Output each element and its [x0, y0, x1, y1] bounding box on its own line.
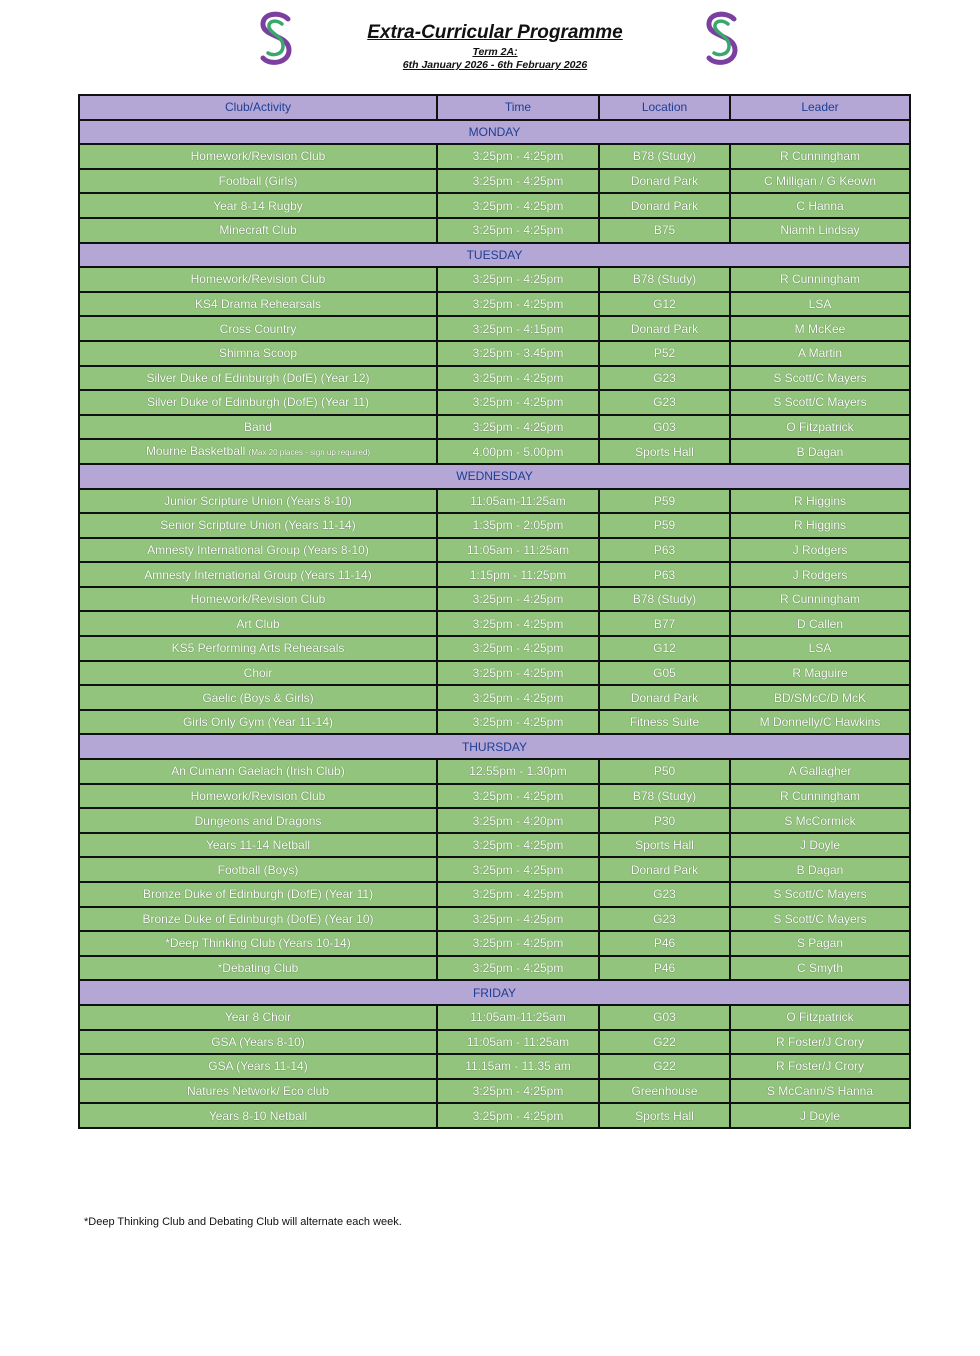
activity-cell: GSA (Years 8-10): [79, 1030, 437, 1055]
time-cell: 3:25pm - 4:25pm: [437, 833, 599, 858]
activity-cell: Dungeons and Dragons: [79, 808, 437, 833]
day-header-row: [79, 980, 910, 1005]
time-cell: 11:05am-11:25am: [437, 489, 599, 514]
time-cell: 3:25pm - 4:25pm: [437, 169, 599, 194]
table-row: [79, 882, 910, 907]
table-row: [79, 636, 910, 661]
leader-cell: C Smyth: [730, 956, 910, 981]
activity-cell: Football (Girls): [79, 169, 437, 194]
location-cell: Sports Hall: [599, 439, 730, 464]
leader-cell: S Scott/C Mayers: [730, 907, 910, 932]
location-cell: B78 (Study): [599, 144, 730, 169]
leader-cell: R Cunningham: [730, 267, 910, 292]
column-header-time: Time: [437, 95, 599, 120]
activity-cell: GSA (Years 11-14): [79, 1054, 437, 1079]
location-cell: B78 (Study): [599, 587, 730, 612]
time-cell: 1:15pm - 11:25pm: [437, 562, 599, 587]
table-row: [79, 292, 910, 317]
leader-cell: S Scott/C Mayers: [730, 366, 910, 391]
time-cell: 3:25pm - 4:25pm: [437, 415, 599, 440]
location-cell: G22: [599, 1054, 730, 1079]
activity-cell: *Deep Thinking Club (Years 10-14): [79, 931, 437, 956]
time-cell: 3:25pm - 4:25pm: [437, 784, 599, 809]
table-row: [79, 931, 910, 956]
time-cell: 3:25pm - 4:25pm: [437, 1079, 599, 1104]
leader-cell: J Rodgers: [730, 538, 910, 563]
location-cell: P50: [599, 759, 730, 784]
activity-cell: Gaelic (Boys & Girls): [79, 685, 437, 710]
activity-cell: KS5 Performing Arts Rehearsals: [79, 636, 437, 661]
leader-cell: Niamh Lindsay: [730, 218, 910, 243]
time-cell: 3:25pm - 4:25pm: [437, 218, 599, 243]
time-cell: 3:25pm - 4:25pm: [437, 636, 599, 661]
day-name: MONDAY: [79, 120, 910, 145]
time-cell: 3:25pm - 4:25pm: [437, 587, 599, 612]
time-cell: 3:25pm - 4:25pm: [437, 144, 599, 169]
time-cell: 1:35pm - 2:05pm: [437, 513, 599, 538]
time-cell: 3:25pm - 4:25pm: [437, 661, 599, 686]
table-row: [79, 1103, 910, 1128]
leader-cell: LSA: [730, 636, 910, 661]
location-cell: G23: [599, 907, 730, 932]
location-cell: G23: [599, 882, 730, 907]
location-cell: P59: [599, 489, 730, 514]
time-cell: 3:25pm - 4:25pm: [437, 390, 599, 415]
location-cell: Donard Park: [599, 685, 730, 710]
table-row: [79, 538, 910, 563]
table-row: [79, 1005, 910, 1030]
term-dates: 6th January 2026 - 6th February 2026: [402, 59, 588, 71]
day-header-row: [79, 464, 910, 489]
leader-cell: M McKee: [730, 316, 910, 341]
table-row: [79, 489, 910, 514]
table-row: [79, 710, 910, 735]
time-cell: 3:25pm - 4:25pm: [437, 882, 599, 907]
leader-cell: R Foster/J Crory: [730, 1054, 910, 1079]
table-row: [79, 857, 910, 882]
location-cell: Greenhouse: [599, 1079, 730, 1104]
leader-cell: BD/SMcC/D McK: [730, 685, 910, 710]
table-row: [79, 562, 910, 587]
table-row: [79, 193, 910, 218]
table-row: [79, 907, 910, 932]
time-cell: 3:25pm - 4:25pm: [437, 366, 599, 391]
table-row: [79, 415, 910, 440]
activity-cell: Senior Scripture Union (Years 11-14): [79, 513, 437, 538]
time-cell: 11:05am-11:25am: [437, 1005, 599, 1030]
location-cell: G12: [599, 636, 730, 661]
time-cell: 3:25pm - 4:25pm: [437, 907, 599, 932]
time-cell: 3:25pm - 4:25pm: [437, 857, 599, 882]
day-header-row: [79, 243, 910, 268]
activity-cell: Girls Only Gym (Year 11-14): [79, 710, 437, 735]
location-cell: G05: [599, 661, 730, 686]
table-row: [79, 390, 910, 415]
location-cell: P63: [599, 538, 730, 563]
activity-cell: An Cumann Gaelach (Irish Club): [79, 759, 437, 784]
activity-note: (Max 20 places - sign up required): [248, 447, 371, 457]
leader-cell: R Foster/J Crory: [730, 1030, 910, 1055]
table-row: [79, 341, 910, 366]
table-row: [79, 316, 910, 341]
activity-cell: Amnesty International Group (Years 8-10): [79, 538, 437, 563]
location-cell: G12: [599, 292, 730, 317]
table-row: [79, 218, 910, 243]
leader-cell: R Cunningham: [730, 144, 910, 169]
leader-cell: LSA: [730, 292, 910, 317]
table-row: [79, 144, 910, 169]
leader-cell: B Dagan: [730, 439, 910, 464]
time-cell: 3:25pm - 4:25pm: [437, 611, 599, 636]
location-cell: Sports Hall: [599, 833, 730, 858]
table-header-row: [79, 95, 910, 120]
leader-cell: S Scott/C Mayers: [730, 882, 910, 907]
day-header-row: [79, 120, 910, 145]
leader-cell: B Dagan: [730, 857, 910, 882]
column-header-activity: Club/Activity: [79, 95, 437, 120]
location-cell: B78 (Study): [599, 267, 730, 292]
term-label: Term 2A:: [472, 46, 518, 58]
table-row: [79, 1054, 910, 1079]
leader-cell: J Doyle: [730, 1103, 910, 1128]
table-row: [79, 366, 910, 391]
leader-cell: O Fitzpatrick: [730, 1005, 910, 1030]
leader-cell: J Doyle: [730, 833, 910, 858]
table-row: [79, 808, 910, 833]
document-header: [320, 20, 670, 72]
day-name: TUESDAY: [79, 243, 910, 268]
location-cell: G23: [599, 390, 730, 415]
leader-cell: J Rodgers: [730, 562, 910, 587]
activity-cell: Bronze Duke of Edinburgh (DofE) (Year 11): [79, 882, 437, 907]
leader-cell: S Pagan: [730, 931, 910, 956]
activity-cell: Silver Duke of Edinburgh (DofE) (Year 11): [79, 390, 437, 415]
day-name: THURSDAY: [79, 734, 910, 759]
schedule-table: [78, 94, 911, 1129]
time-cell: 3:25pm - 4:20pm: [437, 808, 599, 833]
table-row: [79, 611, 910, 636]
leader-cell: R Maguire: [730, 661, 910, 686]
leader-cell: R Cunningham: [730, 587, 910, 612]
location-cell: P46: [599, 956, 730, 981]
time-cell: 3:25pm - 4:25pm: [437, 193, 599, 218]
location-cell: Donard Park: [599, 169, 730, 194]
table-row: [79, 1030, 910, 1055]
leader-cell: C Hanna: [730, 193, 910, 218]
location-cell: P63: [599, 562, 730, 587]
table-row: [79, 587, 910, 612]
location-cell: Donard Park: [599, 857, 730, 882]
time-cell: 3:25pm - 4:25pm: [437, 685, 599, 710]
location-cell: G23: [599, 366, 730, 391]
time-cell: 3:25pm - 4:25pm: [437, 292, 599, 317]
column-header-location: Location: [599, 95, 730, 120]
table-row: [79, 956, 910, 981]
time-cell: 11:05am - 11:25am: [437, 1030, 599, 1055]
activity-cell: Bronze Duke of Edinburgh (DofE) (Year 10): [79, 907, 437, 932]
activity-cell: Years 11-14 Netball: [79, 833, 437, 858]
location-cell: P59: [599, 513, 730, 538]
location-cell: G03: [599, 415, 730, 440]
leader-cell: A Gallagher: [730, 759, 910, 784]
table-row: [79, 685, 910, 710]
activity-cell: Junior Scripture Union (Years 8-10): [79, 489, 437, 514]
column-header-leader: Leader: [730, 95, 910, 120]
activity-cell: Football (Boys): [79, 857, 437, 882]
activity-cell: Minecraft Club: [79, 218, 437, 243]
time-cell: 3:25pm - 4:15pm: [437, 316, 599, 341]
school-logo-right-icon: [702, 10, 742, 68]
leader-cell: S Scott/C Mayers: [730, 390, 910, 415]
location-cell: B77: [599, 611, 730, 636]
leader-cell: R Higgins: [730, 489, 910, 514]
table-row: [79, 661, 910, 686]
leader-cell: S McCormick: [730, 808, 910, 833]
time-cell: 12.55pm - 1.30pm: [437, 759, 599, 784]
table-row: [79, 169, 910, 194]
time-cell: 3:25pm - 4:25pm: [437, 267, 599, 292]
activity-cell: Choir: [79, 661, 437, 686]
time-cell: 3:25pm - 4:25pm: [437, 710, 599, 735]
activity-cell: Silver Duke of Edinburgh (DofE) (Year 12): [79, 366, 437, 391]
activity-cell: Amnesty International Group (Years 11-14): [79, 562, 437, 587]
time-cell: 3:25pm - 4:25pm: [437, 956, 599, 981]
leader-cell: O Fitzpatrick: [730, 415, 910, 440]
leader-cell: R Cunningham: [730, 784, 910, 809]
time-cell: 3:25pm - 3.45pm: [437, 341, 599, 366]
activity-cell: Cross Country: [79, 316, 437, 341]
activity-cell: Homework/Revision Club: [79, 784, 437, 809]
leader-cell: D Callen: [730, 611, 910, 636]
location-cell: Sports Hall: [599, 1103, 730, 1128]
location-cell: Donard Park: [599, 316, 730, 341]
leader-cell: S McCann/S Hanna: [730, 1079, 910, 1104]
activity-cell: [79, 439, 437, 464]
activity-cell: Homework/Revision Club: [79, 267, 437, 292]
leader-cell: A Martin: [730, 341, 910, 366]
table-row: [79, 833, 910, 858]
activity-cell: *Debating Club: [79, 956, 437, 981]
leader-cell: M Donnelly/C Hawkins: [730, 710, 910, 735]
table-row: [79, 439, 910, 464]
activity-cell: Art Club: [79, 611, 437, 636]
location-cell: P52: [599, 341, 730, 366]
location-cell: B75: [599, 218, 730, 243]
day-name: FRIDAY: [79, 980, 910, 1005]
time-cell: 4.00pm - 5.00pm: [437, 439, 599, 464]
table-row: [79, 1079, 910, 1104]
time-cell: 3:25pm - 4:25pm: [437, 1103, 599, 1128]
activity-cell: Year 8-14 Rugby: [79, 193, 437, 218]
activity-cell: Shimna Scoop: [79, 341, 437, 366]
page-title: Extra-Curricular Programme: [367, 22, 623, 43]
location-cell: G22: [599, 1030, 730, 1055]
activity-name: Mourne Basketball: [145, 443, 246, 458]
time-cell: 11.15am - 11.35 am: [437, 1054, 599, 1079]
school-logo-left-icon: [256, 10, 296, 68]
activity-cell: Homework/Revision Club: [79, 144, 437, 169]
location-cell: B78 (Study): [599, 784, 730, 809]
activity-cell: Year 8 Choir: [79, 1005, 437, 1030]
table-row: [79, 513, 910, 538]
location-cell: Donard Park: [599, 193, 730, 218]
activity-cell: KS4 Drama Rehearsals: [79, 292, 437, 317]
footnote: *Deep Thinking Club and Debating Club will alternate each week.: [84, 1216, 402, 1228]
location-cell: P46: [599, 931, 730, 956]
table-row: [79, 759, 910, 784]
activity-cell: Natures Network/ Eco club: [79, 1079, 437, 1104]
time-cell: 11:05am - 11:25am: [437, 538, 599, 563]
leader-cell: C Milligan / G Keown: [730, 169, 910, 194]
time-cell: 3:25pm - 4:25pm: [437, 931, 599, 956]
activity-cell: Years 8-10 Netball: [79, 1103, 437, 1128]
leader-cell: R Higgins: [730, 513, 910, 538]
table-row: [79, 784, 910, 809]
day-header-row: [79, 734, 910, 759]
location-cell: Fitness Suite: [599, 710, 730, 735]
location-cell: G03: [599, 1005, 730, 1030]
activity-cell: Homework/Revision Club: [79, 587, 437, 612]
location-cell: P30: [599, 808, 730, 833]
day-name: WEDNESDAY: [79, 464, 910, 489]
activity-cell: Band: [79, 415, 437, 440]
table-row: [79, 267, 910, 292]
